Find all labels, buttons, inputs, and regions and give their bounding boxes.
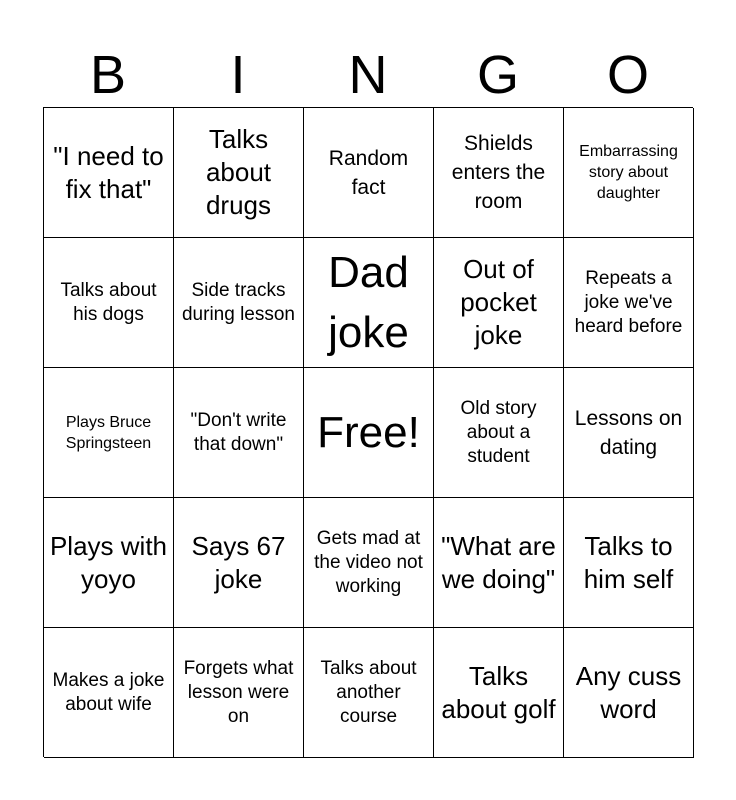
bingo-cell[interactable] [174,628,304,758]
bingo-cell[interactable] [564,498,694,628]
cell-text: "What are we doing" [441,530,556,594]
bingo-cell[interactable] [564,238,694,368]
bingo-cell[interactable] [434,628,564,758]
bingo-cell[interactable] [434,498,564,628]
bingo-cell[interactable] [174,498,304,628]
cell-text: Dad joke [328,247,409,357]
cell-text: Shields enters the room [451,132,546,213]
cell-text: Gets mad at the video not working [314,527,423,597]
bingo-cell[interactable] [564,368,694,498]
cell-text: Side tracks during lesson [181,279,296,325]
bingo-cell[interactable] [44,368,174,498]
bingo-board [43,107,693,757]
bingo-cell[interactable] [304,498,434,628]
bingo-cell[interactable] [304,628,434,758]
cell-text: Any cuss word [575,660,682,724]
cell-text: Out of pocket joke [460,254,537,350]
cell-text: Repeats a joke we've heard before [574,267,683,337]
bingo-cell[interactable] [174,238,304,368]
cell-text: Talks about his dogs [60,279,157,325]
cell-text: Talks about another course [320,657,417,727]
cell-text: "I need to fix that" [53,140,164,204]
cell-text: Forgets what lesson were on [183,657,294,727]
bingo-cell[interactable] [304,108,434,238]
cell-text: Plays with yoyo [49,530,168,594]
cell-text: Talks about golf [441,660,556,724]
header-letter-g: G [476,45,519,105]
cell-text: Old story about a student [460,397,537,467]
bingo-cell[interactable] [44,498,174,628]
header-letter-n: N [348,45,388,105]
cell-text: Free! [317,407,420,457]
bingo-cell free-space[interactable] [304,368,434,498]
cell-text: Lessons on dating [574,406,683,459]
bingo-cell[interactable] [174,108,304,238]
cell-text: Makes a joke about wife [52,669,165,715]
bingo-cell[interactable] [304,238,434,368]
cell-text: "Don't write that down" [190,409,287,455]
bingo-header [43,44,693,106]
bingo-cell[interactable] [564,108,694,238]
cell-text: Plays Bruce Springsteen [65,413,152,452]
bingo-cell[interactable] [564,628,694,758]
header-letter-b: B [89,45,127,105]
bingo-cell[interactable] [44,238,174,368]
bingo-cell[interactable] [434,238,564,368]
bingo-cell[interactable] [44,628,174,758]
cell-text: Embarrassing story about daughter [579,143,678,202]
header-letter-o: O [606,45,649,105]
bingo-cell[interactable] [434,108,564,238]
cell-text: Talks to him self [583,530,674,594]
bingo-cell[interactable] [434,368,564,498]
cell-text: Says 67 joke [191,530,286,594]
cell-text: Random fact [328,146,409,199]
cell-text: Talks about drugs [205,124,272,220]
header-letter-i: I [230,45,246,105]
bingo-cell[interactable] [174,368,304,498]
bingo-cell[interactable] [44,108,174,238]
